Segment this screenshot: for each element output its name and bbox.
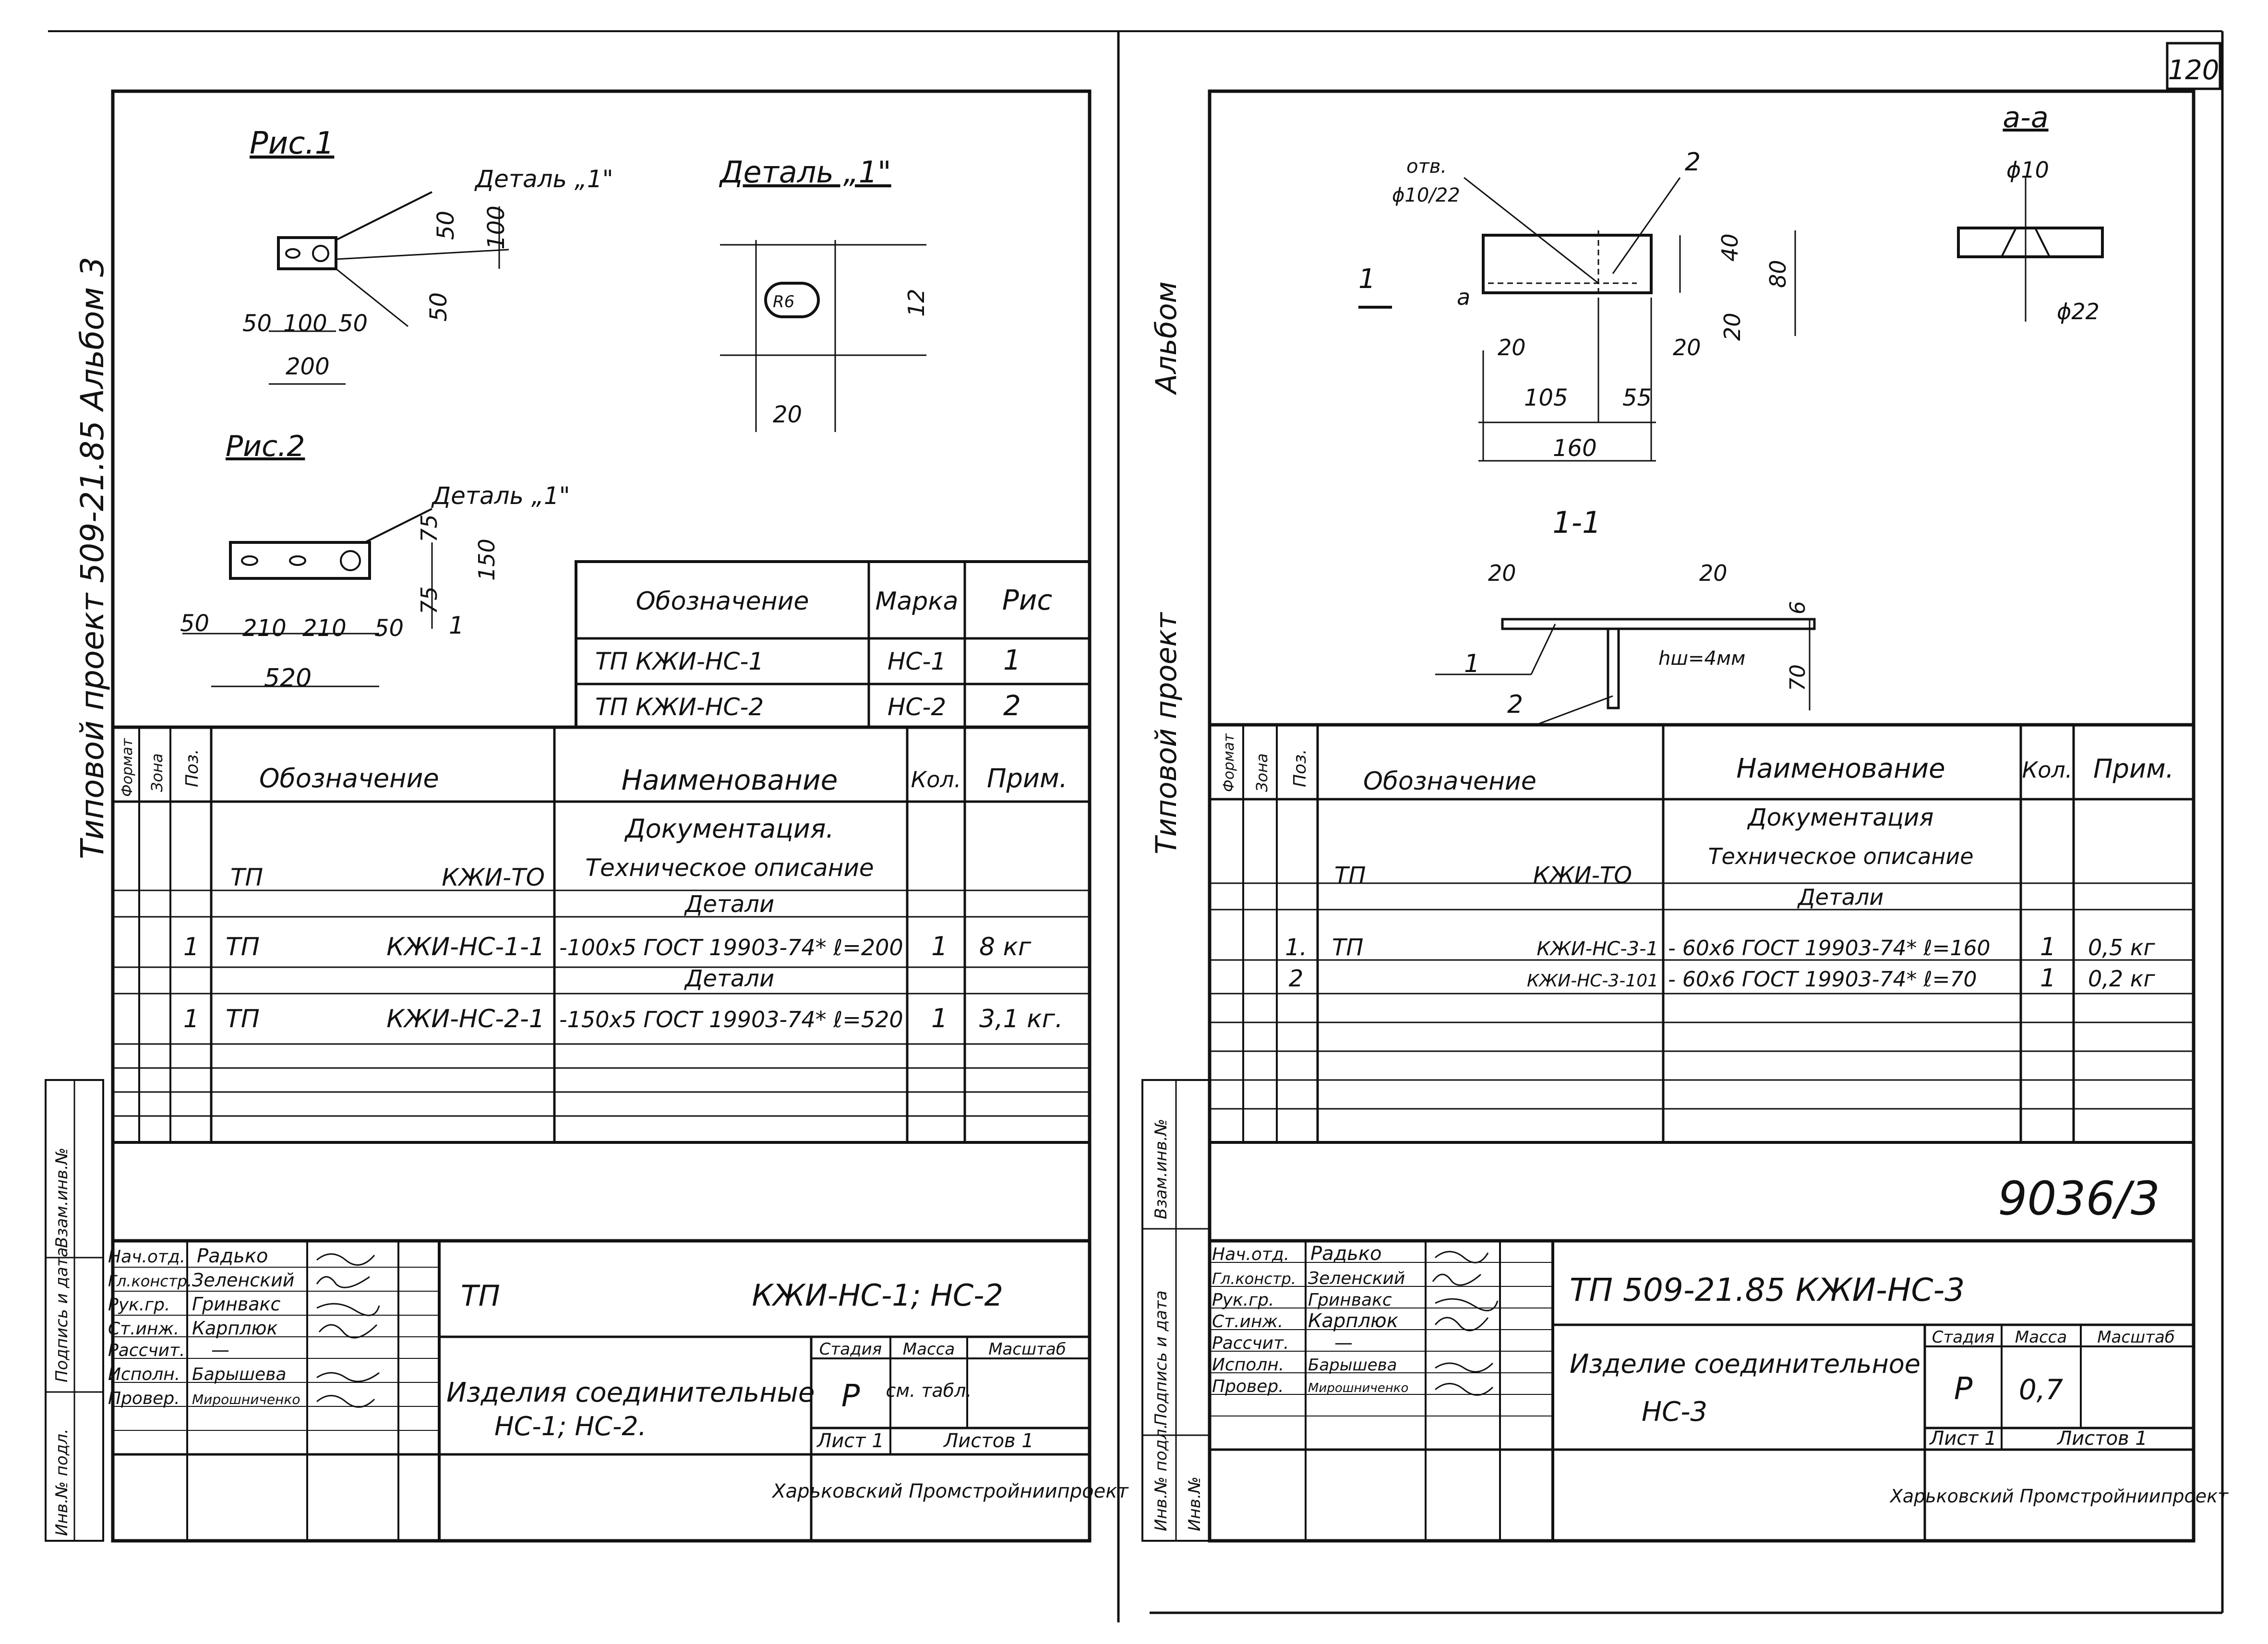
tb-stage: Р	[841, 1379, 860, 1414]
fig2-pos-mark: 1	[449, 612, 464, 639]
section-11-dim-20b: 20	[1699, 560, 1728, 586]
name-3: Карплюк	[192, 1318, 278, 1339]
left-title-block	[108, 1241, 1129, 1541]
spec-row5-name: Детали	[684, 965, 775, 992]
fig1-dim-3: 200	[286, 353, 330, 380]
tb-product-marks: НС-1; НС-2.	[494, 1411, 647, 1441]
rtb-product: Изделие соединительное	[1570, 1349, 1921, 1379]
right-sheet	[1142, 91, 2229, 1541]
page-number-box	[2167, 43, 2220, 89]
plan-dim-105: 105	[1524, 384, 1568, 411]
fig2-dim-6: 75	[416, 586, 442, 614]
spec-h-note: Прим.	[987, 763, 1068, 793]
rspec-row4-name: - 60х6 ГОСТ 19903-74* ℓ=160	[1668, 936, 1991, 960]
tb-org: Харьковский Промстройниипроект	[772, 1480, 1128, 1502]
right-spec-table	[1210, 725, 2194, 1142]
fig2-title: Рис.2	[226, 430, 305, 463]
stamp-podpis-data-r: Подпись и дата	[1152, 1290, 1171, 1426]
name-4: —	[211, 1339, 229, 1360]
fig1-dim-5: 50	[432, 210, 459, 240]
spec-h-designation: Обозначение	[259, 763, 439, 793]
section-11	[1435, 505, 1814, 725]
section-11-dim-20a: 20	[1488, 560, 1516, 586]
stamp-inv-podl: Инв.№ подл.	[52, 1428, 72, 1536]
role-2: Рук.гр.	[108, 1295, 170, 1315]
rspec-row2-name: Техническое описание	[1708, 843, 1974, 869]
name-1: Зеленский	[192, 1270, 295, 1291]
role-1: Гл.констр.	[108, 1272, 192, 1290]
mark-table-row2-fig: 2	[1003, 689, 1021, 722]
spec-row4-note: 8 кг	[979, 933, 1032, 961]
mark-table-h-designation: Обозначение	[636, 587, 809, 616]
rspec-h-pos: Поз.	[1290, 749, 1310, 787]
plan-section-a: а	[1457, 284, 1471, 310]
fig1-dim-1: 100	[283, 310, 327, 337]
rsignatures	[1433, 1252, 1498, 1395]
rtb-stage-label: Стадия	[1932, 1328, 1995, 1347]
detail1-dim-20: 20	[773, 401, 803, 428]
spec-row4-designation-b: КЖИ-НС-1-1	[386, 933, 545, 961]
spec-h-name: Наименование	[621, 764, 838, 796]
rspec-row4-note: 0,5 кг	[2088, 935, 2155, 960]
rspec-row5-pos: 2	[1288, 965, 1304, 992]
mark-table-row1-mark: НС-1	[887, 648, 947, 675]
spec-row1-name: Документация.	[625, 814, 834, 844]
spec-row4-pos: 1	[183, 933, 199, 961]
rspec-row5-note: 0,2 кг	[2088, 966, 2155, 992]
name-5: Барышева	[192, 1365, 287, 1384]
left-sheet	[46, 91, 1129, 1541]
detail1-dim-12: 12	[903, 288, 929, 317]
rrole-3: Ст.инж.	[1212, 1312, 1284, 1332]
right-margin-stamps	[1142, 1080, 1210, 1541]
fig2	[180, 430, 570, 693]
rspec-row2-designation-a: ТП	[1334, 862, 1366, 889]
section-11-title: 1-1	[1552, 505, 1601, 540]
spec-h-pos: Поз.	[182, 749, 202, 787]
fig2-dim-7: 150	[474, 539, 500, 581]
plan-hole-size: ϕ10/22	[1392, 184, 1460, 206]
right-title-block	[1210, 1241, 2229, 1541]
left-side-label: Типовой проект 509-21.85 Альбом 3	[74, 257, 111, 859]
rspec-h-zone: Зона	[1253, 753, 1271, 792]
rspec-row5-designation-b: КЖИ-НС-3-101	[1526, 971, 1658, 991]
section-11-pos-1: 1	[1464, 649, 1480, 678]
stamp-inv-podl-r: Инв.№ подл.	[1152, 1424, 1171, 1531]
tb-sheet: Лист 1	[817, 1430, 884, 1452]
rtb-mass-label: Масса	[2015, 1328, 2067, 1347]
rspec-row4-pos: 1.	[1285, 934, 1307, 961]
mark-table-h-mark: Марка	[875, 587, 959, 616]
section-aa-title: а-а	[2003, 101, 2049, 134]
rtb-code: ТП 509-21.85 КЖИ-НС-3	[1570, 1272, 1965, 1308]
role-0: Нач.отд.	[108, 1247, 186, 1267]
tb-mass: см. табл.	[886, 1380, 972, 1401]
fig1	[242, 126, 613, 384]
rspec-h-format: Формат	[1221, 733, 1237, 792]
rrole-5: Исполн.	[1212, 1355, 1284, 1375]
detail1-title: Деталь „1"	[720, 155, 891, 190]
rname-0: Радько	[1310, 1243, 1382, 1265]
spec-row4-name: -100х5 ГОСТ 19903-74* ℓ=200	[559, 935, 903, 960]
fig1-dim-2: 50	[338, 310, 368, 337]
role-5: Исполн.	[108, 1365, 180, 1384]
fig2-dim-4: 520	[264, 664, 312, 693]
right-side-label-mid: Типовой проект	[1150, 612, 1183, 854]
left-spec-table	[113, 727, 1090, 1142]
spec-row2-designation-a: ТП	[230, 864, 264, 891]
fig1-dim-4: 50	[425, 292, 452, 322]
rname-3: Карплюк	[1308, 1310, 1398, 1332]
plan-dim-20b: 20	[1673, 335, 1701, 360]
rtb-org: Харьковский Промстройниипроект	[1890, 1486, 2229, 1507]
name-6: Мирошниченко	[192, 1392, 300, 1407]
rname-2: Гринвакс	[1308, 1290, 1392, 1310]
role-6: Провер.	[108, 1389, 180, 1408]
rspec-h-designation: Обозначение	[1363, 767, 1536, 796]
detail1-radius: R6	[773, 292, 795, 312]
fig1-dim-6: 100	[483, 205, 510, 250]
tb-stage-label: Стадия	[819, 1340, 882, 1359]
mark-table-row1-fig: 1	[1003, 644, 1021, 676]
fig2-dim-3: 50	[374, 615, 404, 642]
section-11-pos-2: 2	[1507, 690, 1524, 719]
stamp-podpis-data: Подпись и дата	[52, 1247, 72, 1382]
rrole-6: Провер.	[1212, 1377, 1284, 1396]
doc-number: 9036/3	[1998, 1172, 2160, 1225]
spec-row3-name: Детали	[684, 891, 775, 918]
rspec-row5-qty: 1	[2040, 964, 2056, 993]
spec-row6-designation-a: ТП	[226, 1005, 260, 1033]
spec-row4-designation-a: ТП	[226, 933, 260, 961]
section-11-dim-70: 70	[1786, 664, 1810, 691]
tb-code-a: ТП	[461, 1279, 500, 1313]
rrole-2: Рук.гр.	[1212, 1290, 1274, 1310]
rspec-row4-designation-b: КЖИ-НС-3-1	[1536, 938, 1658, 960]
spec-row4-qty: 1	[931, 931, 948, 961]
spec-row6-note: 3,1 кг.	[979, 1005, 1063, 1033]
section-aa-dim-22: ϕ22	[2057, 299, 2100, 324]
fig2-dim-0: 50	[180, 610, 210, 637]
right-side-label-top: Альбом	[1150, 281, 1183, 394]
rtb-sheets: Листов 1	[2057, 1428, 2148, 1450]
left-margin-stamps	[46, 1080, 103, 1541]
rname-4: —	[1334, 1332, 1353, 1353]
fig2-dim-2: 210	[302, 615, 347, 642]
tb-sheets: Листов 1	[944, 1430, 1034, 1452]
spec-h-qty: Кол.	[911, 767, 961, 792]
fig2-callout: Деталь „1"	[432, 482, 570, 510]
plan-dim-20v: 20	[1719, 312, 1745, 341]
role-4: Рассчит.	[108, 1341, 185, 1360]
fig1-dim-0: 50	[242, 310, 272, 337]
plan-hole-label: отв.	[1406, 156, 1447, 178]
rspec-h-note: Прим.	[2093, 754, 2174, 784]
fig2-dim-5: 75	[416, 514, 442, 542]
detail1	[719, 155, 929, 432]
spec-row6-name: -150х5 ГОСТ 19903-74* ℓ=520	[559, 1007, 903, 1032]
rrole-0: Нач.отд.	[1212, 1245, 1290, 1264]
plan-section-mark: 1	[1358, 264, 1376, 295]
rname-5: Барышева	[1308, 1356, 1397, 1375]
spec-row6-designation-b: КЖИ-НС-2-1	[386, 1005, 545, 1033]
fig2-dim-1: 210	[242, 615, 287, 642]
rspec-row1-name: Документация	[1748, 804, 1934, 831]
spec-row2-designation-b: КЖИ-ТО	[442, 864, 545, 891]
left-mark-table	[576, 562, 1090, 727]
rspec-row4-qty: 1	[2040, 933, 2056, 961]
name-0: Радько	[197, 1245, 268, 1267]
rspec-h-qty: Кол.	[2022, 757, 2073, 783]
page-number: 120	[2168, 55, 2220, 86]
mark-table-row1-designation: ТП КЖИ-НС-1	[595, 648, 764, 675]
rspec-row5-name: - 60х6 ГОСТ 19903-74* ℓ=70	[1668, 967, 1977, 992]
spec-h-format: Формат	[119, 738, 136, 797]
rname-6: Мирошниченко	[1308, 1381, 1409, 1395]
plan-dim-55: 55	[1622, 384, 1652, 411]
rtb-product-marks: НС-3	[1642, 1396, 1708, 1428]
tb-scale-label: Масштаб	[988, 1340, 1066, 1359]
plan-dim-20a: 20	[1498, 335, 1526, 360]
plan-view	[1358, 148, 1795, 462]
rrole-1: Гл.констр.	[1212, 1270, 1296, 1288]
section-11-dim-6: 6	[1786, 601, 1810, 614]
section-aa	[1958, 101, 2102, 324]
spec-h-zone: Зона	[148, 753, 166, 792]
rrole-4: Рассчит.	[1212, 1333, 1289, 1353]
rname-1: Зеленский	[1308, 1269, 1405, 1288]
spec-row6-pos: 1	[183, 1005, 199, 1033]
rspec-row4-designation-a: ТП	[1332, 934, 1364, 961]
mark-table-row2-mark: НС-2	[887, 693, 947, 721]
role-3: Ст.инж.	[108, 1319, 180, 1339]
fig1-callout: Деталь „1"	[475, 165, 613, 193]
spec-row6-qty: 1	[931, 1003, 948, 1033]
name-2: Гринвакс	[192, 1294, 281, 1315]
plan-pos-mark: 2	[1685, 148, 1701, 177]
signatures	[317, 1254, 379, 1407]
rtb-mass: 0,7	[2018, 1373, 2064, 1406]
stamp-vzam-inv-r: Взам.инв.№	[1152, 1118, 1171, 1219]
plan-dim-40: 40	[1717, 233, 1743, 262]
section-aa-dim-10: ϕ10	[2006, 157, 2049, 183]
plan-dim-160: 160	[1553, 435, 1597, 462]
mark-table-h-fig: Рис	[1002, 584, 1053, 616]
tb-product: Изделия соединительные	[446, 1377, 815, 1408]
rtb-stage: Р	[1954, 1371, 1973, 1407]
rspec-h-name: Наименование	[1736, 753, 1945, 784]
tb-mass-label: Масса	[902, 1340, 955, 1359]
rspec-row2-designation-b: КЖИ-ТО	[1533, 862, 1632, 889]
spec-row2-name: Техническое описание	[585, 854, 874, 882]
rspec-row3-name: Детали	[1798, 884, 1884, 910]
stamp-inv: Инв.№	[1185, 1476, 1204, 1531]
fig1-title: Рис.1	[250, 126, 335, 161]
rtb-scale-label: Масштаб	[2097, 1328, 2175, 1347]
stamp-vzam-inv: Взам.инв.№	[52, 1147, 72, 1248]
section-11-weld: hш=4мм	[1658, 648, 1746, 670]
plan-dim-80: 80	[1765, 260, 1791, 288]
tb-code-b: КЖИ-НС-1; НС-2	[752, 1278, 1003, 1313]
rtb-sheet: Лист 1	[1930, 1428, 1997, 1450]
mark-table-row2-designation: ТП КЖИ-НС-2	[595, 693, 764, 721]
